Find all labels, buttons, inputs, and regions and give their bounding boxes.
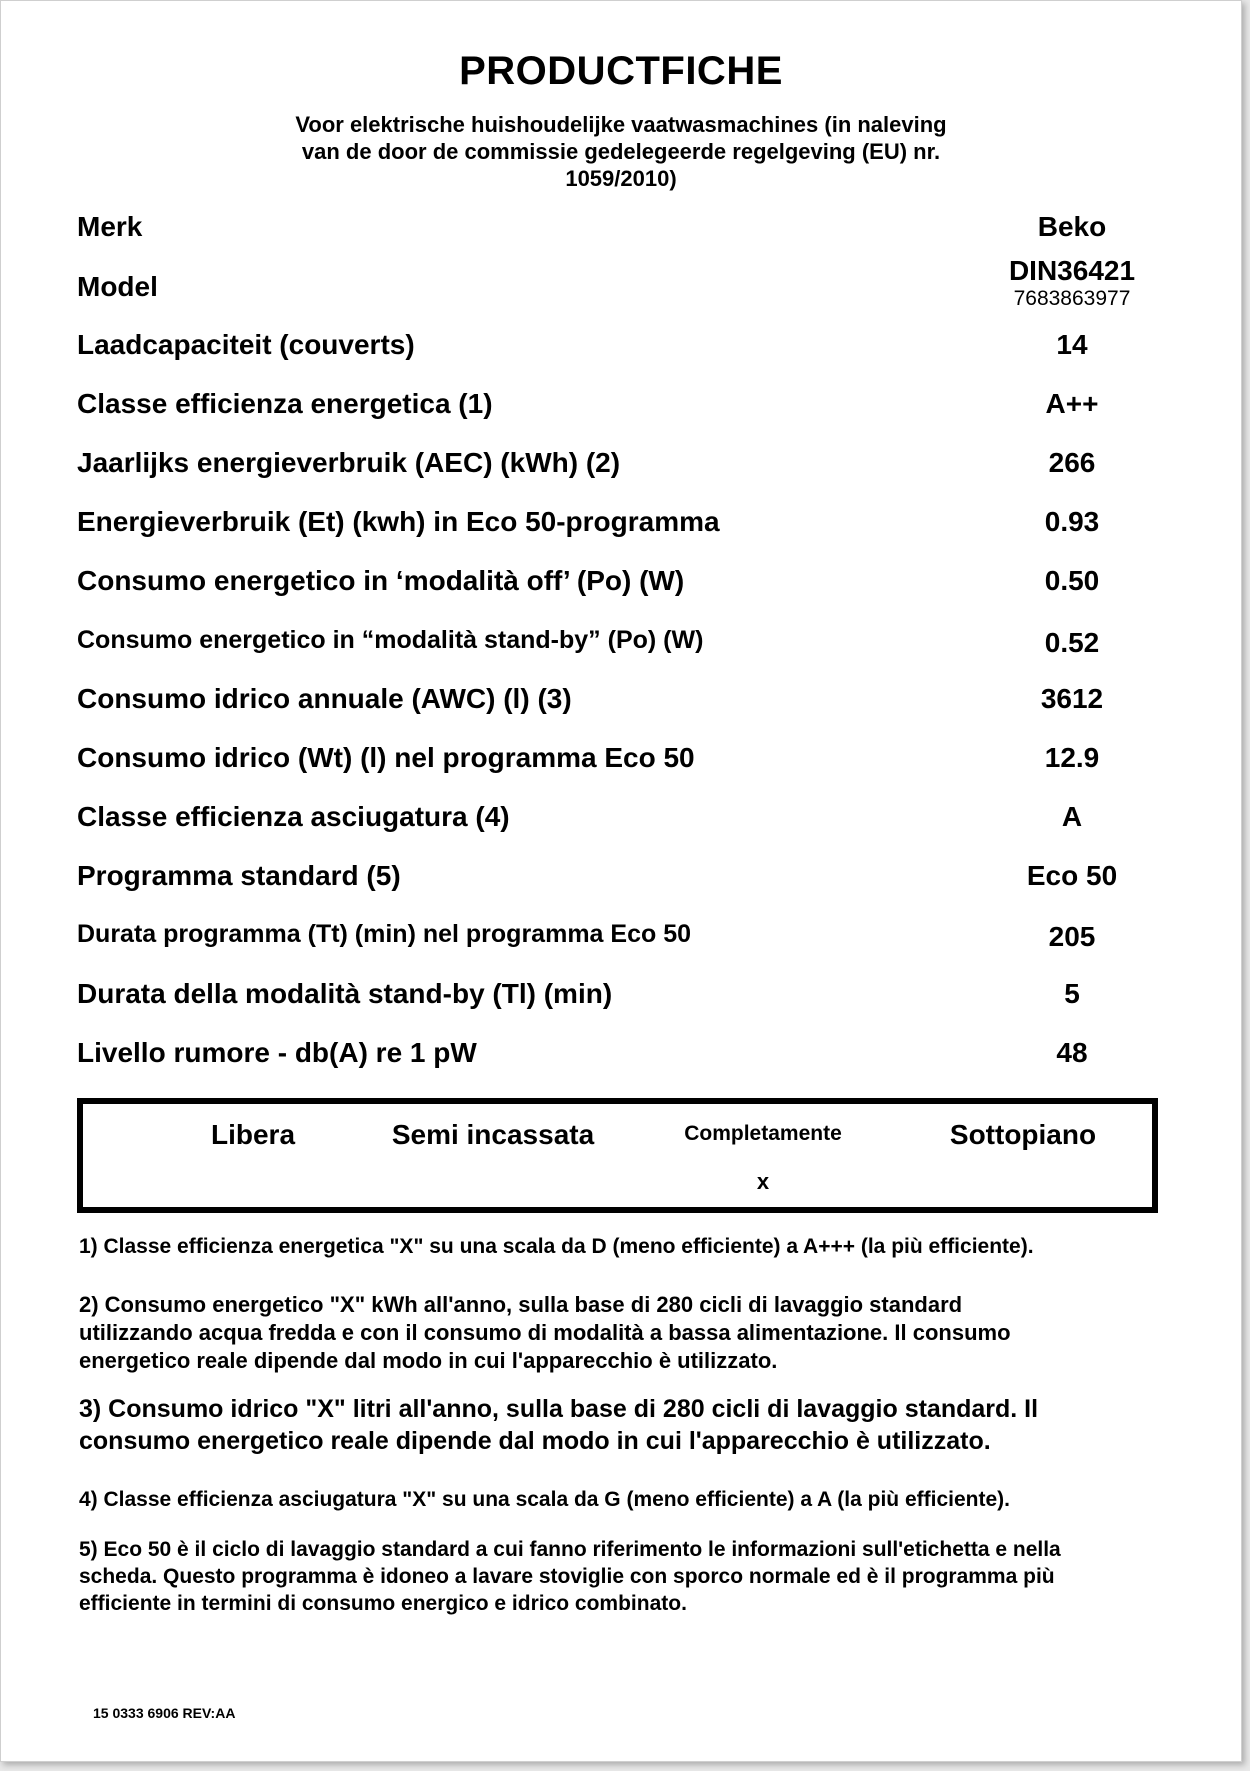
spec-label: Programma standard (5) — [77, 860, 401, 891]
spec-subvalue: 7683863977 — [1013, 287, 1131, 310]
document-code: 15 0333 6906 REV:AA — [93, 1705, 236, 1721]
spec-value: Beko — [1037, 211, 1107, 242]
installation-selected-mark: x — [756, 1169, 770, 1194]
spec-value: Eco 50 — [1026, 860, 1118, 891]
spec-label: Energieverbruik (Et) (kwh) in Eco 50-programma — [77, 506, 720, 537]
spec-value: 48 — [1056, 1037, 1088, 1068]
page-title: PRODUCTFICHE — [459, 49, 783, 93]
spec-label: Jaarlijks energieverbruik (AEC) (kWh) (2) — [77, 447, 621, 478]
footnote-5 — [79, 1536, 1189, 1617]
spec-value: A++ — [1045, 388, 1099, 419]
spec-value: 0.93 — [1044, 506, 1100, 537]
spec-value: 0.52 — [1044, 627, 1100, 658]
spec-label: Consumo idrico annuale (AWC) (l) (3) — [77, 683, 572, 714]
footnote-3 — [79, 1393, 1189, 1457]
subtitle-line: van de door de commissie gedelegeerde regelgeving (EU) nr. — [301, 139, 941, 164]
spec-value: 0.50 — [1044, 565, 1100, 596]
footnote-line: consumo energetico reale dipende dal modo in cui l'apparecchio è utilizzato. — [79, 1427, 991, 1455]
footnote-line: utilizzando acqua fredda e con il consumo di modalità a bassa alimentazione. Il consumo — [79, 1320, 1011, 1345]
spec-label: Classe efficienza energetica (1) — [77, 388, 493, 419]
spec-value: 12.9 — [1044, 742, 1100, 773]
footnote-line: scheda. Questo programma è idoneo a lavare stoviglie con sporco normale ed è il programma più — [79, 1565, 1055, 1588]
spec-label: Laadcapaciteit (couverts) — [77, 329, 415, 360]
footnote-line: efficiente in termini di consumo energico e idrico combinato. — [79, 1592, 687, 1615]
installation-under-counter: Sottopiano — [949, 1119, 1097, 1150]
spec-label: Model — [77, 271, 158, 302]
subtitle-line: Voor elektrische huishoudelijke vaatwasmachines (in naleving — [295, 112, 947, 137]
spec-label: Consumo energetico in “modalità stand-by” (Po) (W) — [77, 626, 704, 654]
spec-value: 14 — [1056, 329, 1088, 360]
page-subtitle — [256, 111, 986, 192]
spec-label: Merk — [77, 211, 143, 242]
spec-value: 266 — [1048, 447, 1096, 478]
footnote-line: 2) Consumo energetico "X" kWh all'anno, sulla base di 280 cicli di lavaggio standard — [79, 1292, 963, 1317]
footnote-1: 1) Classe efficienza energetica "X" su una scala da D (meno efficiente) a A+++ (la più efficiente). — [79, 1235, 1034, 1258]
spec-label: Livello rumore - db(A) re 1 pW — [77, 1037, 477, 1068]
subtitle-line: 1059/2010) — [565, 166, 677, 191]
spec-label: Consumo energetico in ‘modalità off’ (Po) (W) — [77, 565, 685, 596]
spec-value: A — [1061, 801, 1083, 832]
spec-label: Durata della modalità stand-by (Tl) (min) — [77, 978, 613, 1009]
footnote-line: 3) Consumo idrico "X" litri all'anno, sulla base di 280 cicli di lavaggio standard. Il — [79, 1395, 1039, 1423]
footnote-line: 5) Eco 50 è il ciclo di lavaggio standard a cui fanno riferimento le informazioni sull'etichetta e nella — [79, 1538, 1061, 1561]
footnote-line: energetico reale dipende dal modo in cui l'apparecchio è utilizzato. — [79, 1348, 778, 1373]
spec-label: Durata programma (Tt) (min) nel programma Eco 50 — [77, 920, 692, 948]
installation-type-box — [77, 1098, 1158, 1213]
spec-label: Consumo idrico (Wt) (l) nel programma Eco 50 — [77, 742, 695, 773]
spec-value: 3612 — [1040, 683, 1104, 714]
footnote-4: 4) Classe efficienza asciugatura "X" su una scala da G (meno efficiente) a A (la più efficiente). — [79, 1488, 1010, 1511]
spec-value: DIN36421 — [1008, 255, 1136, 286]
spec-value: 205 — [1048, 921, 1096, 952]
footnote-2 — [79, 1291, 1189, 1375]
installation-fully-integrated: Completamente — [684, 1122, 842, 1145]
spec-value: 5 — [1064, 978, 1080, 1009]
installation-freestanding: Libera — [210, 1119, 296, 1150]
spec-label: Classe efficienza asciugatura (4) — [77, 801, 510, 832]
installation-semi-integrated: Semi incassata — [391, 1119, 595, 1150]
